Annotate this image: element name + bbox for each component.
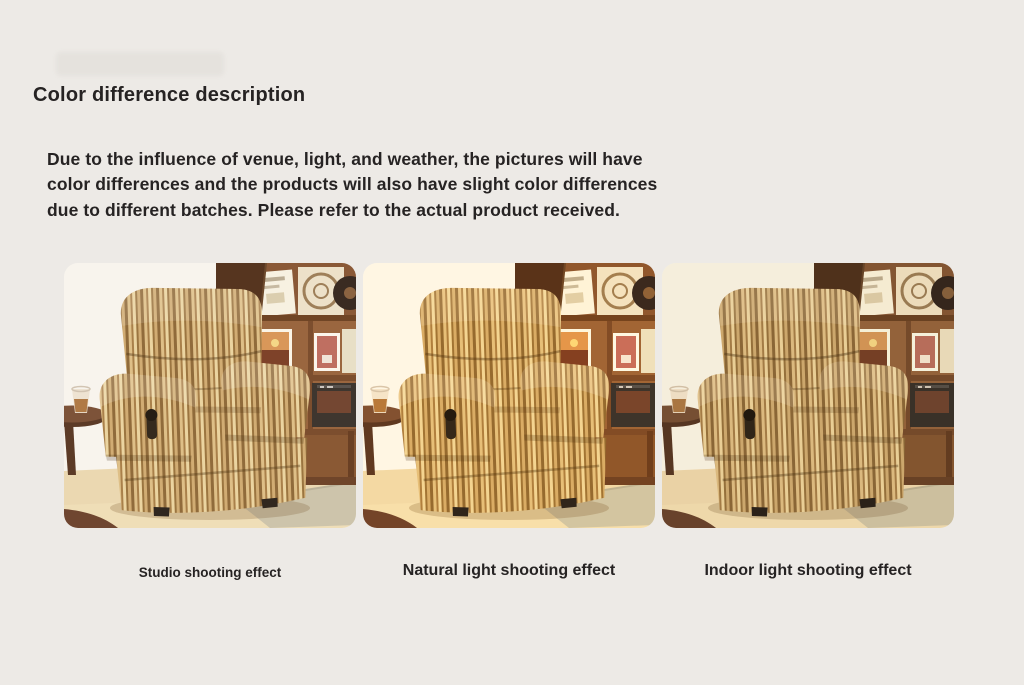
recliner-photo-natural-light xyxy=(363,263,655,528)
recliner-photo-indoor-light xyxy=(662,263,954,528)
recliner-scene-illustration xyxy=(363,263,655,528)
photo-caption-indoor-light: Indoor light shooting effect xyxy=(704,562,912,579)
page-title: Color difference description xyxy=(33,84,306,106)
photo-card-natural-light xyxy=(363,263,655,580)
watermark-remnant xyxy=(56,52,224,76)
description-line-1: Due to the influence of venue, light, and weather, the pictures will have xyxy=(47,149,643,169)
recliner-photo-studio xyxy=(64,263,356,528)
photo-caption-studio: Studio shooting effect xyxy=(138,565,282,580)
photo-card-studio xyxy=(64,263,356,580)
recliner-scene-illustration xyxy=(662,263,954,528)
photo-caption-natural-light: Natural light shooting effect xyxy=(402,562,616,579)
recliner-scene-illustration xyxy=(64,263,356,528)
photo-row xyxy=(64,263,954,580)
description-paragraph xyxy=(47,147,657,223)
description-line-3: due to different batches. Please refer to the actual product received. xyxy=(47,199,620,220)
photo-card-indoor-light xyxy=(662,263,954,580)
description-line-2: color differences and the products will also have slight color differences xyxy=(47,174,658,195)
